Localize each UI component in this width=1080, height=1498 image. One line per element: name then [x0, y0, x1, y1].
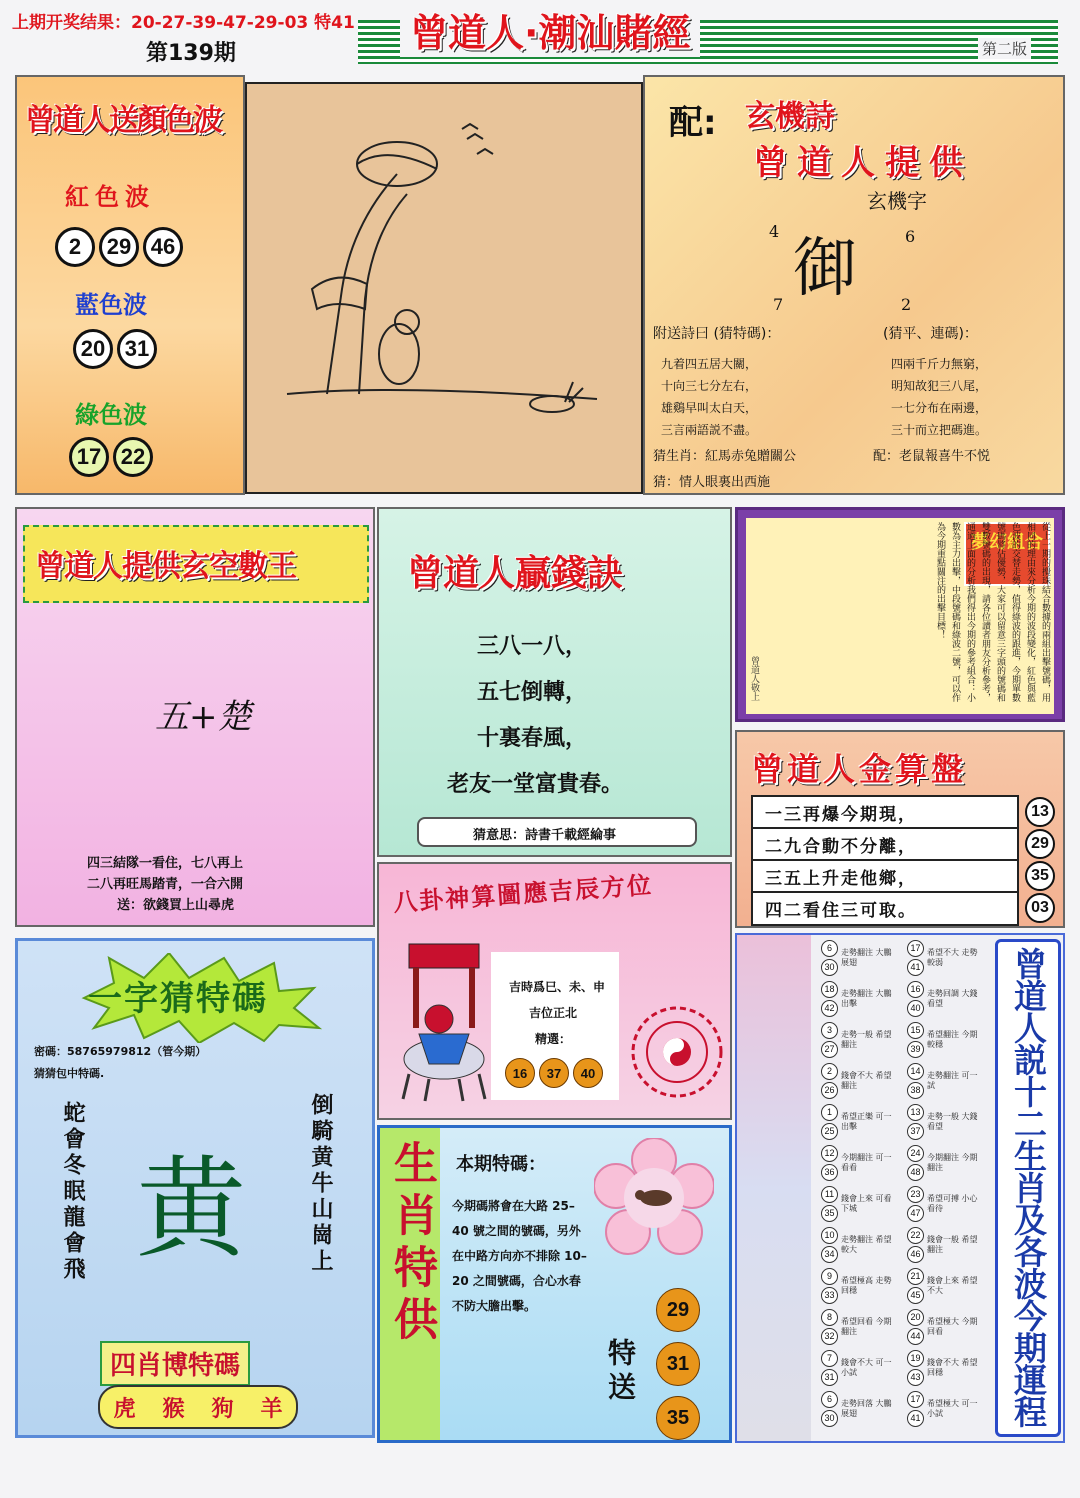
- poem-line: 十向三七分左右，: [661, 379, 758, 393]
- special-number-ball: 31: [656, 1342, 700, 1386]
- one-char-title: 一字猜特碼: [88, 979, 268, 1019]
- zodiac-row-numbers: [907, 1268, 927, 1304]
- dream-combo-panel: [735, 507, 1065, 722]
- zodiac-number: 41: [907, 1410, 924, 1427]
- guess-zodiac: 猜生肖：紅馬赤兔贈關公: [653, 449, 797, 464]
- zodiac-desc: 錢會不大 可一小試: [841, 1357, 892, 1377]
- zodiac-desc: 走勢翻注 可一試: [927, 1070, 978, 1090]
- zodiac-row-numbers: [907, 1350, 927, 1386]
- zodiac-number: 6: [821, 940, 838, 957]
- abacus-row: [751, 828, 1059, 860]
- zodiac-number: 16: [907, 981, 924, 998]
- zodiac-desc: 走勢回調 大錢看望: [927, 988, 978, 1008]
- zodiac-row-numbers: [821, 981, 841, 1017]
- zodiac-row-numbers: [821, 1022, 841, 1058]
- win-line: 老友一堂富貴春。: [447, 771, 624, 797]
- zodiac-desc: 希望可搏 小心看待: [927, 1193, 978, 1213]
- win-money-title: 曾道人贏錢訣: [407, 553, 624, 594]
- green-wave-numbers: [69, 437, 157, 477]
- paper-title: 曾道人·潮汕賭經: [400, 2, 700, 57]
- number-king-line: 送：欲錢買上山尋虎: [117, 898, 235, 913]
- abacus-row: [751, 796, 1059, 828]
- bagua-pick: 16: [505, 1058, 535, 1088]
- dream-badge: 夢幻組合: [964, 522, 1050, 586]
- zodiac-number: 30: [821, 959, 838, 976]
- zodiac-desc: 希望正樂 可一出擊: [841, 1111, 892, 1131]
- zodiac-number: 21: [907, 1268, 924, 1285]
- provider-title: 曾道人提供: [753, 143, 973, 183]
- abacus-row-text: 一三再爆今期現，: [751, 795, 1019, 830]
- zodiac-animal: 猴: [162, 1396, 185, 1422]
- zodiac-desc: 希望回看 今期翻注: [841, 1316, 892, 1336]
- zodiac-row: [907, 1101, 991, 1142]
- sketch-panel: [245, 82, 643, 494]
- zodiac-row-numbers: [821, 1063, 841, 1099]
- abacus-row-text: 三五上升走他鄉，: [751, 859, 1019, 894]
- one-char-panel: [15, 938, 375, 1438]
- bagua-picks-label: 精選：: [535, 1032, 572, 1046]
- abacus-row: [751, 892, 1059, 924]
- zodiac-row-numbers: [821, 1104, 841, 1140]
- zodiac-row-numbers: [907, 1145, 927, 1181]
- corner-num-br: 2: [901, 295, 912, 314]
- blue-ball: 20: [73, 329, 113, 369]
- zodiac-desc: 錢會上來 希望不大: [927, 1275, 978, 1295]
- zodiac-desc: 錢會上來 可看下城: [841, 1193, 892, 1213]
- zodiac-row: [821, 978, 905, 1019]
- zodiac-row-numbers: [907, 1186, 927, 1222]
- corner-num-tr: 6: [905, 227, 916, 246]
- zodiac-animal: 虎: [113, 1396, 136, 1422]
- zodiac-row: [907, 1224, 991, 1265]
- special-number-panel: [377, 1125, 732, 1443]
- zodiac-row: [907, 1388, 991, 1429]
- zodiac-row-numbers: [821, 940, 841, 976]
- zodiac-row: [907, 1142, 991, 1183]
- zodiac-animal: 羊: [260, 1396, 283, 1422]
- zodiac-number: 48: [907, 1164, 924, 1181]
- abacus-row-num: 29: [1025, 829, 1055, 859]
- red-wave-label: 紅色波: [65, 183, 155, 211]
- zodiac-row-numbers: [907, 1022, 927, 1058]
- abacus-title: 曾道人金算盤: [751, 750, 968, 788]
- color-wave-title: 曾道人送顏色波: [25, 103, 221, 138]
- abacus-row-num: 35: [1025, 861, 1055, 891]
- special-numbers: [656, 1288, 702, 1440]
- zodiac-number: 44: [907, 1328, 924, 1345]
- win-line: 五七倒轉，: [477, 679, 588, 705]
- zodiac-row-numbers: [821, 1227, 841, 1263]
- abacus-row-num: 13: [1025, 797, 1055, 827]
- zodiac-row-numbers: [907, 1309, 927, 1345]
- poem-line: 一七分布在兩邊，: [891, 401, 988, 415]
- zodiac-desc: 希望不大 走勢較弱: [927, 947, 978, 967]
- zodiac-row: [821, 1060, 905, 1101]
- zodiac-row-numbers: [821, 1145, 841, 1181]
- left-vertical-verse: 蛇會冬眠龍會飛: [60, 1101, 86, 1283]
- win-money-lines: [447, 623, 623, 807]
- right-vertical-verse: 倒騎黄牛山崗上: [308, 1093, 334, 1275]
- win-money-panel: [377, 507, 732, 857]
- number-king-panel: [15, 507, 375, 927]
- special-number-ball: 35: [656, 1396, 700, 1440]
- abacus-row-text: 二九合動不分離，: [751, 827, 1019, 862]
- special-heading: 本期特碼：: [456, 1154, 546, 1175]
- blue-wave-label: 藍色波: [75, 291, 147, 319]
- zodiac-number: 18: [821, 981, 838, 998]
- zodiac-desc: 走勢回落 大鵬展翅: [841, 1398, 892, 1418]
- zodiac-row: [821, 1347, 905, 1388]
- zodiac-number: 34: [821, 1246, 838, 1263]
- special-text: 今期碼將會在大路 25–40 號之間的號碼，另外在中路方向亦不排除 10–20 之間號碼，合心水春不防大膽出擊。: [452, 1199, 587, 1313]
- zodiac-number: 40: [907, 1000, 924, 1017]
- main-char: 黄: [136, 1145, 246, 1273]
- red-wave-numbers: [55, 227, 187, 267]
- poem-line: 明知故犯三八尾，: [891, 379, 988, 393]
- zodiac-row-numbers: [821, 1350, 841, 1386]
- blue-wave-numbers: [73, 329, 161, 369]
- zodiac-number: 6: [821, 1391, 838, 1408]
- number-king-line: 二八再旺馬踏青，一合六開: [87, 877, 244, 892]
- bagua-time: 吉時爲巳、未、申: [509, 980, 606, 994]
- zodiac-row: [907, 937, 991, 978]
- poem-line: 三言兩語説不盡。: [661, 423, 758, 437]
- poem-left: [661, 353, 757, 441]
- zodiac-number: 27: [821, 1041, 838, 1058]
- zodiac-number: 13: [907, 1104, 924, 1121]
- zodiac-number: 8: [821, 1309, 838, 1326]
- zodiac-number: 25: [821, 1123, 838, 1140]
- zodiac-vertical-title: 曾道人説十二生肖及各波今期運程: [1009, 947, 1048, 1427]
- zodiac-col-left: [821, 937, 905, 1429]
- four-zodiac-animals: [98, 1385, 298, 1429]
- bagua-panel: [377, 862, 732, 1120]
- bagua-pick: 40: [573, 1058, 603, 1088]
- zodiac-number: 26: [821, 1082, 838, 1099]
- special-vertical-title: 生肖特供: [386, 1140, 437, 1348]
- rat-flower-icon: [594, 1138, 714, 1258]
- zodiac-desc: 走勢翻注 希望較大: [841, 1234, 892, 1254]
- last-result: 上期开奖结果：20-27-39-47-29-03 特41: [12, 13, 355, 33]
- zodiac-fortune-panel: [735, 933, 1065, 1443]
- dream-text: 從上一期的攪珠結合數據的兩組出擊號碼，用相同的理由來分析今期的波段變化，紅色與藍色波的交替走勢，值得綠波的跟進，今期單數號碼將佔優勢，大家可以留意三字頭的號碼和雙數號碼的出現，請各位讀者朋友分析參考，通過上面的分析我們得出今期的參考組合：小數為主力出擊，中段號碼和綠波二號，可以作為今期重點關注的出擊目標！: [935, 522, 1050, 702]
- zodiac-number: 20: [907, 1309, 924, 1326]
- zodiac-row: [821, 1224, 905, 1265]
- zodiac-number: 46: [907, 1246, 924, 1263]
- number-king-lines: [87, 853, 243, 916]
- abacus-row-text: 四二看住三可取。: [751, 891, 1019, 926]
- xuanji-char: 御: [793, 232, 857, 306]
- green-ball: 22: [113, 437, 153, 477]
- special-number-ball: 29: [656, 1288, 700, 1332]
- zodiac-number: 31: [821, 1369, 838, 1386]
- zodiac-desc: 希望翻注 今期較穩: [927, 1029, 978, 1049]
- four-zodiac-title: 四肖博特碼: [100, 1341, 250, 1386]
- zodiac-number: 22: [907, 1227, 924, 1244]
- zodiac-row: [907, 1019, 991, 1060]
- poem-line: 九着四五居大關，: [661, 357, 758, 371]
- zodiac-number: 36: [821, 1164, 838, 1181]
- poem-left-label: 附送詩曰 (猜特碼)：: [653, 326, 781, 342]
- zodiac-number: 47: [907, 1205, 924, 1222]
- sub-line: 猜猜包中特碼.: [34, 1067, 105, 1080]
- zodiac-desc: 錢會不大 希望回穩: [927, 1357, 978, 1377]
- zodiac-number: 39: [907, 1041, 924, 1058]
- zodiac-number: 17: [907, 1391, 924, 1408]
- poem-line: 三十而立把碼進。: [891, 423, 988, 437]
- zodiac-number: 10: [821, 1227, 838, 1244]
- zodiac-number: 24: [907, 1145, 924, 1162]
- xuanji-zi-label: 玄機字: [867, 189, 927, 213]
- poem-line: 雄鷄早叫太白天，: [661, 401, 758, 415]
- zodiac-row: [907, 978, 991, 1019]
- zodiac-desc: 走勢一般 希望翻注: [841, 1029, 892, 1049]
- red-ball: 29: [99, 227, 139, 267]
- green-ball: 17: [69, 437, 109, 477]
- abacus-panel: [735, 730, 1065, 928]
- zodiac-desc: 今期翻注 今期翻注: [927, 1152, 978, 1172]
- zodiac-row: [907, 1265, 991, 1306]
- pei-label: 配:: [669, 103, 717, 143]
- zodiac-row-numbers: [907, 1104, 927, 1140]
- zodiac-row: [821, 1019, 905, 1060]
- zodiac-number: 1: [821, 1104, 838, 1121]
- blue-ball: 31: [117, 329, 157, 369]
- dream-sign: 曾道人敬上: [749, 656, 759, 701]
- bagua-pick: 37: [539, 1058, 569, 1088]
- zodiac-number: 41: [907, 959, 924, 976]
- zodiac-desc: 今期翻注 可一看看: [841, 1152, 892, 1172]
- zodiac-row-numbers: [907, 1391, 927, 1427]
- issue-number: 第139期: [146, 41, 236, 66]
- zodiac-number: 38: [907, 1082, 924, 1099]
- corner-num-tl: 4: [769, 222, 780, 241]
- red-ball: 2: [55, 227, 95, 267]
- guess-line: 猜：情人眼裏出西施: [653, 475, 771, 490]
- zodiac-number: 19: [907, 1350, 924, 1367]
- zodiac-desc: 走勢一般 大錢看望: [927, 1111, 978, 1131]
- poem-right-label: (猜平、連碼)：: [883, 326, 978, 342]
- number-king-glyph: 五+楚: [155, 697, 252, 737]
- zodiac-number: 14: [907, 1063, 924, 1080]
- zodiac-number: 12: [821, 1145, 838, 1162]
- header: [0, 0, 1080, 70]
- zodiac-number: 45: [907, 1287, 924, 1304]
- bagua-direction: 吉位正北: [529, 1006, 578, 1020]
- zodiac-row: [821, 1101, 905, 1142]
- zodiac-desc: 希望極大 可一小試: [927, 1398, 978, 1418]
- poem-right: [891, 353, 987, 441]
- match-line: 配：老鼠報喜牛不悦: [873, 449, 991, 464]
- zodiac-row-numbers: [907, 1063, 927, 1099]
- poem-line: 四兩千斤力無窮，: [891, 357, 988, 371]
- number-king-title: 曾道人提供玄空數王: [35, 549, 296, 584]
- zodiac-row-numbers: [907, 1227, 927, 1263]
- zodiac-animal: 狗: [211, 1396, 234, 1422]
- zodiac-desc: 走勢翻注 大鵬展翅: [841, 947, 892, 967]
- zodiac-row-numbers: [821, 1186, 841, 1222]
- zodiac-number: 37: [907, 1123, 924, 1140]
- zodiac-row: [821, 1388, 905, 1429]
- zodiac-desc: 希望極高 走勢回穩: [841, 1275, 892, 1295]
- abacus-row-num: 03: [1025, 893, 1055, 923]
- zodiac-number: 15: [907, 1022, 924, 1039]
- edition-label: 第二版: [978, 38, 1031, 59]
- win-line: 十裏春風，: [477, 725, 588, 751]
- win-hint-box: 猜意思：詩書千載經綸事: [417, 817, 697, 847]
- zodiac-number: 30: [821, 1410, 838, 1427]
- poem-panel: [643, 75, 1065, 495]
- abacus-rows: [751, 796, 1059, 924]
- abacus-row: [751, 860, 1059, 892]
- zodiac-row-numbers: [821, 1309, 841, 1345]
- zodiac-row: [821, 1183, 905, 1224]
- zodiac-number: 23: [907, 1186, 924, 1203]
- zodiac-row-numbers: [907, 940, 927, 976]
- zodiac-col-right: [907, 937, 991, 1429]
- green-wave-label: 綠色波: [75, 401, 147, 429]
- code-line: 密碼：58765979812（管今期）: [34, 1045, 207, 1058]
- zodiac-row-numbers: [821, 1268, 841, 1304]
- zodiac-row-numbers: [907, 981, 927, 1017]
- number-king-line: 四三結隊一看住，七八再上: [87, 856, 244, 871]
- zodiac-row: [907, 1060, 991, 1101]
- corner-num-bl: 7: [773, 295, 784, 314]
- win-line: 三八一八，: [477, 633, 588, 659]
- bagua-diagram-icon: [629, 1004, 725, 1100]
- zodiac-number: 17: [907, 940, 924, 957]
- zodiac-number: 11: [821, 1186, 838, 1203]
- zodiac-row: [821, 1142, 905, 1183]
- zodiac-number: 35: [821, 1205, 838, 1222]
- red-ball: 46: [143, 227, 183, 267]
- zodiac-row: [821, 1306, 905, 1347]
- zodiac-number: 3: [821, 1022, 838, 1039]
- special-send-label: 特送: [604, 1338, 637, 1406]
- zodiac-row: [907, 1183, 991, 1224]
- zodiac-number: 43: [907, 1369, 924, 1386]
- warrior-horse-image: [389, 934, 499, 1104]
- zodiac-number: 2: [821, 1063, 838, 1080]
- zodiac-row: [821, 1265, 905, 1306]
- zodiac-desc: 錢會一般 希望翻注: [927, 1234, 978, 1254]
- zodiac-desc: 希望極大 今期回看: [927, 1316, 978, 1336]
- zodiac-number: 7: [821, 1350, 838, 1367]
- zodiac-number: 33: [821, 1287, 838, 1304]
- bagua-title: 八卦神算圖應吉辰方位: [392, 870, 654, 918]
- zodiac-number: 32: [821, 1328, 838, 1345]
- tree-sketch-image: [247, 84, 641, 492]
- zodiac-row: [907, 1306, 991, 1347]
- zodiac-row-numbers: [821, 1391, 841, 1427]
- xuanji-title: 玄機詩: [745, 99, 835, 134]
- zodiac-desc: 走勢翻注 大鵬出擊: [841, 988, 892, 1008]
- bagua-picks: [505, 1058, 607, 1088]
- zodiac-number: 9: [821, 1268, 838, 1285]
- zodiac-number: 42: [821, 1000, 838, 1017]
- zodiac-row: [821, 937, 905, 978]
- zodiac-row: [907, 1347, 991, 1388]
- color-wave-panel: [15, 75, 245, 495]
- zodiac-side-blur: [737, 935, 811, 1441]
- zodiac-desc: 錢會不大 希望翻注: [841, 1070, 892, 1090]
